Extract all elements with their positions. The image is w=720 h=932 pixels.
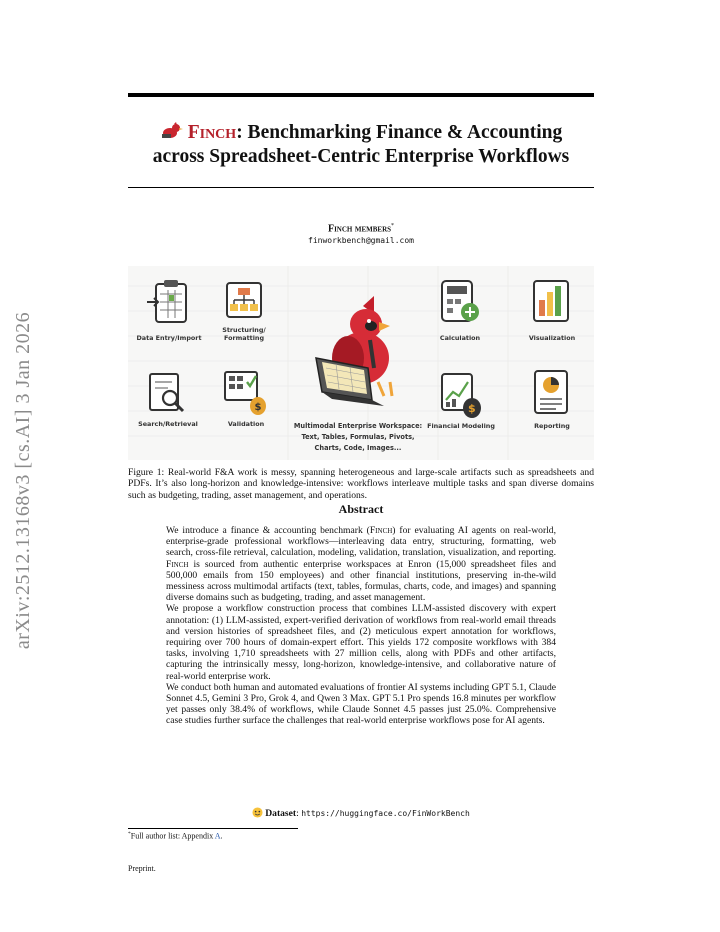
center-caption-line1: Multimodal Enterprise Workspace:: [293, 422, 423, 430]
center-caption: [288, 421, 428, 454]
footnote: *Full author list: Appendix A.: [128, 831, 223, 841]
arxiv-id: arXiv:2512.13168v3 [cs.AI] 3 Jan 2026: [12, 311, 35, 649]
label-reporting: Reporting: [534, 422, 570, 430]
author-email: finworkbench@gmail.com: [308, 236, 414, 246]
dataset-line: Dataset: https://huggingface.co/FinWorkBench: [166, 807, 556, 819]
svg-text:$: $: [254, 402, 262, 413]
tile-visualization: [530, 278, 574, 348]
label-data-entry: Data Entry/Import: [136, 334, 202, 342]
appendix-link[interactable]: A: [214, 831, 221, 841]
dataset-label: Dataset: [265, 808, 297, 819]
preprint-label: Preprint.: [128, 864, 156, 873]
org-chart-icon: [224, 280, 264, 324]
footnote-rule: [128, 828, 298, 829]
title-finch: Finch: [187, 122, 237, 143]
label-validation: Validation: [227, 420, 265, 428]
paper-title: [128, 121, 594, 169]
svg-text:$: $: [468, 402, 476, 415]
magnifier-document-icon: [146, 370, 190, 418]
figure-caption: Figure 1: Real-world F&A work is messy, spanning heterogeneous and large-scale artifacts such as spreadsheets and PDFs. It’s also long-horizon and knowledge-intensive: workflows interleave multiple tasks and span diverse domains such as budgeting, trading, asset management, and operations.: [128, 467, 594, 501]
cardinal-laptop-illustration: [308, 296, 418, 414]
bar-chart-icon: [530, 278, 574, 326]
author-footnote-mark: *: [391, 223, 395, 229]
title-line2: across Spreadsheet-Centric Enterprise Workflows: [152, 146, 570, 167]
dataset-url-link[interactable]: https://huggingface.co/FinWorkBench: [301, 809, 470, 818]
abstract-paragraph-2: We propose a workflow construction process that combines LLM-assisted discovery with expert annotation: (1) LLM-assisted, expert-verified derivation of workflows from real-world email threads and version histories of spreadsheet files, and (2) meticulous expert annotation for workflows, requiring over 700 hours of domain-expert effort. This yields 172 composite workflows with 384 tasks, involving 1,710 spreadsheets with 27 million cells, along with PDFs and other artifacts, capturing the intrinsically messy, long-horizon, knowledge-intensive, and collaborative nature of real-world enterprise work.: [166, 603, 556, 682]
hugging-face-icon: [252, 807, 263, 818]
validation-checklist-icon: [222, 366, 270, 418]
tile-data-entry: [136, 276, 202, 346]
title-bottom-rule: [128, 187, 594, 188]
clipboard-spreadsheet-icon: [146, 276, 192, 326]
footnote-mark: *: [128, 831, 131, 837]
tile-reporting: [530, 368, 574, 438]
abstract-body: [166, 525, 556, 727]
label-search: Search/Retrieval: [138, 420, 198, 428]
center-caption-line2: Text, Tables, Formulas, Pivots,: [301, 433, 415, 441]
abstract-paragraph-1: We introduce a finance & accounting benchmark (Finch) for evaluating AI agents on real-world, enterprise-grade professional workflows—interleaving data entry, structuring, formatting, web search, cross-file retrieval, calculation, modeling, validation, translation, visualization, and reporting. Finch is sourced from authentic enterprise workspaces at Enron (15,000 spreadsheet files and 500,000 emails from 150 employees) and other financial institutions, preserving in-the-wild messiness across multimodal artifacts (text, tables, formulas, charts, code, and images) and spanning diverse domains such as budgeting, trading, and asset management.: [166, 525, 557, 604]
label-visualization: Visualization: [528, 334, 576, 342]
title-top-rule: [128, 93, 594, 97]
label-structuring: Structuring/ Formatting: [222, 326, 266, 342]
tile-financial-modeling: [427, 370, 495, 440]
figure-1: [128, 266, 594, 460]
tile-calculation: [438, 278, 482, 348]
label-financial-modeling: Financial Modeling: [427, 422, 495, 430]
abstract-paragraph-3: We conduct both human and automated evaluations of frontier AI systems including GPT 5.1, Claude Sonnet 4.5, Gemini 3 Pro, Grok 4, and Qwen 3 Max. GPT 5.1 Pro spends 16.8 minutes per workflow yet passes only 38.4% of workflows, while Claude Sonnet 4.5 passes just 25.0%. Comprehensive case studies further surface the challenges that real-world enterprise workflows pose for AI agents.: [166, 681, 556, 727]
abstract-heading: Abstract: [338, 502, 384, 516]
tile-structuring: [224, 280, 264, 350]
tile-search: [138, 370, 198, 440]
tile-validation: [222, 366, 270, 436]
author-block: [128, 223, 594, 245]
center-caption-line3: Charts, Code, Images...: [314, 444, 402, 452]
finch-bird-logo-icon: [160, 122, 184, 140]
label-calculation: Calculation: [439, 334, 481, 342]
growth-chart-moneybag-icon: [438, 370, 484, 420]
arxiv-sidebar: [4, 270, 44, 690]
title-line1-rest: : Benchmarking Finance & Accounting: [236, 122, 563, 143]
author-name: Finch members*: [327, 223, 395, 235]
report-pie-icon: [530, 368, 574, 418]
calculator-icon: [438, 278, 482, 326]
